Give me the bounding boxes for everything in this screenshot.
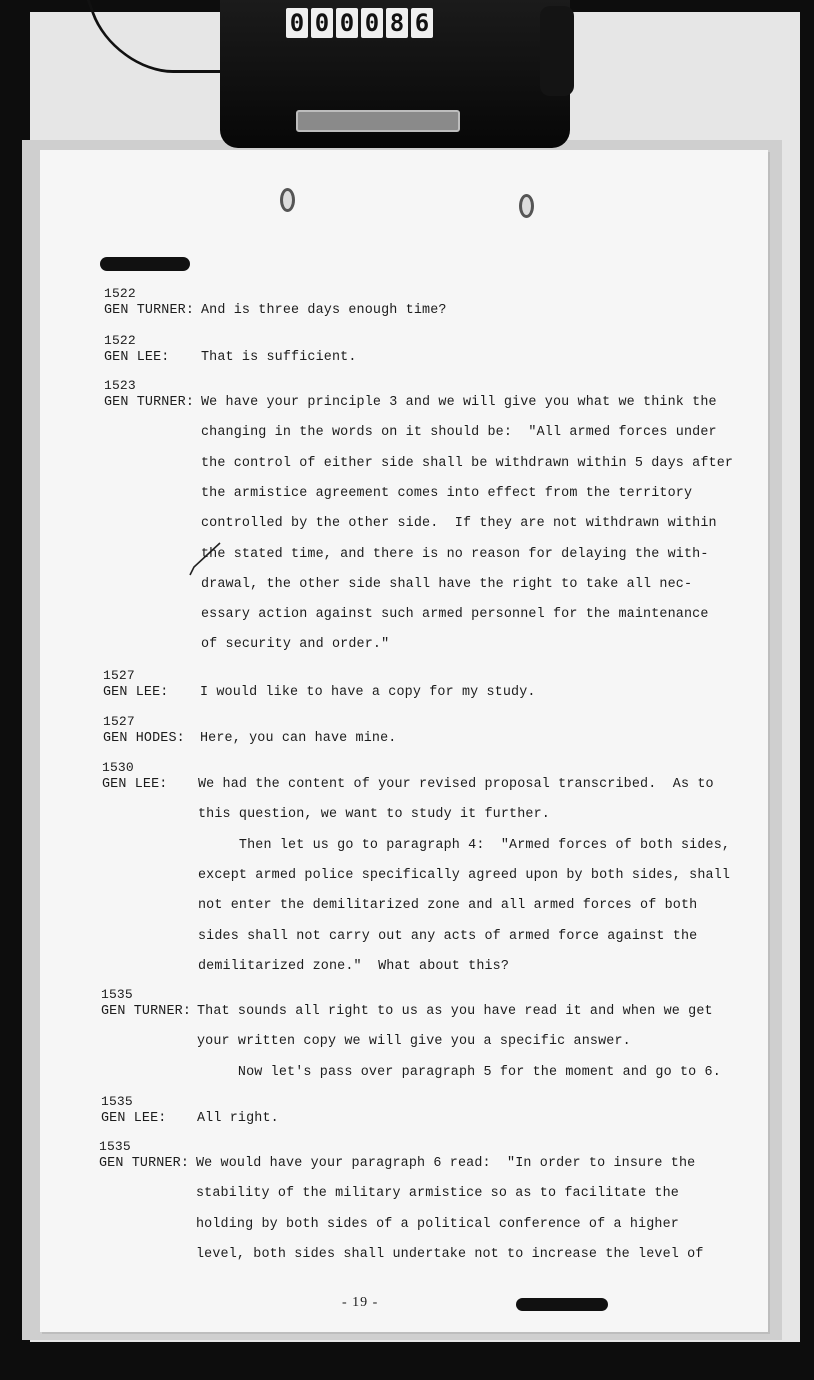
- page-number: - 19 -: [342, 1295, 379, 1310]
- transcript-line: That is sufficient.: [201, 350, 357, 365]
- transcript-line: except armed police specifically agreed upon by both sides, shall: [198, 867, 731, 883]
- transcript-line: of security and order.": [201, 637, 390, 653]
- redaction-mark: [516, 1298, 608, 1311]
- punch-hole: [519, 194, 534, 218]
- timestamp: 1522: [104, 286, 136, 301]
- speaker-label: GEN LEE:: [102, 777, 168, 792]
- transcript-line: We would have your paragraph 6 read: "In order to insure the: [196, 1156, 696, 1171]
- counter-plate: [296, 110, 460, 132]
- counter-digit: 0: [286, 8, 308, 38]
- transcript-line: demilitarized zone." What about this?: [198, 958, 510, 974]
- redaction-mark: [100, 257, 190, 271]
- transcript-line: We had the content of your revised proposal transcribed. As to: [198, 777, 714, 792]
- frame-counter-digits: [286, 8, 433, 38]
- transcript-line: That sounds all right to us as you have read it and when we get: [197, 1004, 713, 1019]
- counter-digit: 8: [386, 8, 408, 38]
- transcript-line: Here, you can have mine.: [200, 731, 397, 746]
- transcript-line: the armistice agreement comes into effect from the territory: [201, 485, 693, 501]
- punch-hole: [280, 188, 295, 212]
- speaker-label: GEN LEE:: [101, 1111, 167, 1126]
- transcript-line: stability of the military armistice so as to facilitate the: [196, 1186, 679, 1202]
- transcript-line: not enter the demilitarized zone and all armed forces of both: [198, 898, 698, 914]
- timestamp: 1527: [103, 714, 135, 729]
- counter-digit: 0: [336, 8, 358, 38]
- transcript-line: your written copy we will give you a specific answer.: [197, 1034, 631, 1050]
- speaker-label: GEN TURNER:: [101, 1004, 192, 1019]
- speaker-label: GEN TURNER:: [104, 303, 195, 318]
- timestamp: 1535: [101, 1094, 133, 1109]
- transcript-line: this question, we want to study it further.: [198, 807, 550, 823]
- speaker-label: GEN TURNER:: [99, 1156, 190, 1171]
- transcript-line: changing in the words on it should be: "All armed forces under: [201, 425, 717, 441]
- counter-knob: [540, 6, 574, 96]
- counter-digit: 6: [411, 8, 433, 38]
- speaker-label: GEN HODES:: [103, 731, 185, 746]
- speaker-label: GEN TURNER:: [104, 395, 195, 410]
- timestamp: 1523: [104, 378, 136, 393]
- speaker-label: GEN LEE:: [104, 350, 170, 365]
- transcript-line: drawal, the other side shall have the right to take all nec-: [201, 576, 693, 592]
- transcript-line: All right.: [197, 1111, 279, 1126]
- transcript-line: controlled by the other side. If they are not withdrawn within: [201, 516, 717, 532]
- timestamp: 1535: [101, 987, 133, 1002]
- transcript-line: We have your principle 3 and we will give you what we think the: [201, 395, 717, 410]
- transcript-line: I would like to have a copy for my study.: [200, 685, 536, 700]
- transcript-line: level, both sides shall undertake not to increase the level of: [196, 1246, 704, 1262]
- transcript-line: essary action against such armed personnel for the maintenance: [201, 607, 709, 623]
- timestamp: 1530: [102, 760, 134, 775]
- transcript-line: the control of either side shall be withdrawn within 5 days after: [201, 455, 734, 471]
- timestamp: 1527: [103, 668, 135, 683]
- timestamp: 1522: [104, 333, 136, 348]
- counter-digit: 0: [311, 8, 333, 38]
- timestamp: 1535: [99, 1139, 131, 1154]
- transcript-line: the stated time, and there is no reason for delaying the with-: [201, 546, 709, 562]
- counter-digit: 0: [361, 8, 383, 38]
- transcript-line: And is three days enough time?: [201, 303, 447, 318]
- transcript-line: sides shall not carry out any acts of armed force against the: [198, 928, 698, 944]
- transcript-line: Now let's pass over paragraph 5 for the moment and go to 6.: [197, 1064, 721, 1080]
- transcript-line: holding by both sides of a political conference of a higher: [196, 1216, 679, 1232]
- transcript-line: Then let us go to paragraph 4: "Armed forces of both sides,: [198, 837, 731, 853]
- speaker-label: GEN LEE:: [103, 685, 169, 700]
